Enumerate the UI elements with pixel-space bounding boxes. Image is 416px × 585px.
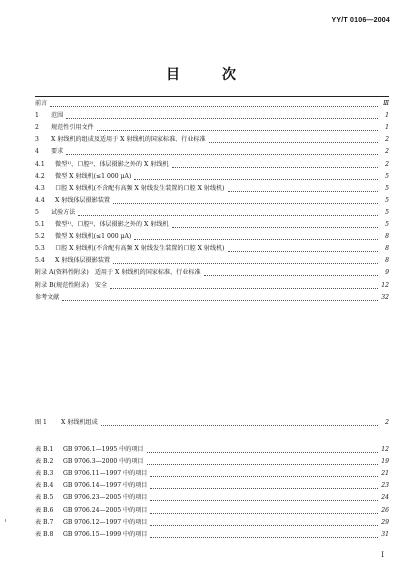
entry-title: GB 9706.1—1995 中的项目	[63, 446, 144, 453]
dot-leader	[228, 250, 378, 252]
entry-title: X 射线体层摄影装置	[55, 196, 111, 204]
entry-page: 23	[381, 482, 389, 490]
entry-number: 2	[35, 124, 39, 132]
dot-leader	[66, 153, 378, 155]
entry-page: 31	[381, 530, 389, 538]
dot-leader	[134, 178, 378, 180]
toc-entry[interactable]	[35, 293, 389, 303]
entry-page: Ⅲ	[383, 100, 389, 107]
dot-leader	[150, 524, 378, 526]
dot-leader	[97, 129, 378, 131]
entry-title: 前言	[35, 100, 48, 107]
entry-title: 微型¹⁾、口腔²⁾、体层摄影之外的 X 射线机	[55, 160, 169, 168]
toc-entry[interactable]	[35, 493, 389, 503]
entry-page: 29	[381, 518, 389, 526]
entry-page: 2	[385, 136, 389, 144]
toc-entry[interactable]	[35, 418, 389, 428]
entry-number: 表 B.1	[35, 446, 54, 453]
dot-leader	[150, 499, 378, 501]
entry-number: 4.3	[35, 184, 45, 192]
entry-number: 1	[35, 112, 39, 120]
entry-number: 表 B.8	[35, 530, 54, 538]
toc-entry[interactable]	[35, 256, 389, 266]
toc-entry[interactable]	[35, 506, 389, 516]
entry-title: 范围	[51, 112, 64, 120]
entry-number: 图 1	[35, 419, 47, 426]
entry-page: 5	[385, 208, 389, 216]
entry-title: X 射线机的组成及适用于 X 射线机的国家标准、行业标准	[51, 136, 206, 144]
entry-page: 5	[385, 196, 389, 204]
entry-title: 微型 X 射线机(≤1 000 μA)	[55, 233, 132, 241]
dot-leader	[110, 287, 378, 289]
entry-title: 口腔 X 射线机(不含配有高频 X 射线发生装置的口腔 X 射线机)	[55, 184, 225, 192]
entry-number: 4.2	[35, 172, 45, 180]
toc-entry[interactable]	[35, 135, 389, 145]
dot-leader	[147, 451, 378, 453]
toc-entry[interactable]	[35, 220, 389, 230]
dot-leader	[101, 424, 378, 426]
toc-entry[interactable]	[35, 123, 389, 133]
toc-entry[interactable]	[35, 268, 389, 278]
toc-entry[interactable]	[35, 160, 389, 170]
dot-leader	[150, 536, 378, 538]
toc-entry[interactable]	[35, 208, 389, 218]
entry-page: 5	[385, 172, 389, 180]
page-title: 目 次	[166, 67, 250, 83]
entry-page: 2	[385, 148, 389, 156]
toc-entry[interactable]	[35, 518, 389, 528]
entry-page: 12	[381, 281, 389, 289]
entry-page: 24	[381, 494, 389, 502]
entry-title: GB 9706.14—1997 中的项目	[63, 482, 148, 490]
dot-leader	[147, 463, 378, 465]
dot-leader	[228, 190, 378, 192]
entry-page: 12	[381, 446, 389, 453]
entry-number: 5.3	[35, 245, 45, 253]
toc-entry[interactable]	[35, 445, 389, 455]
toc-entry[interactable]	[35, 172, 389, 182]
entry-page: 1	[385, 124, 389, 132]
entry-page: 8	[385, 257, 389, 265]
dot-leader	[113, 202, 378, 204]
dot-leader	[204, 274, 378, 276]
entry-number: 表 B.4	[35, 482, 54, 490]
dot-leader	[150, 512, 378, 514]
entry-number: 5.4	[35, 257, 45, 265]
toc-entry[interactable]	[35, 147, 389, 157]
entry-title: 参考文献	[35, 293, 60, 301]
toc-entry[interactable]	[35, 469, 389, 479]
entry-page: 8	[385, 245, 389, 253]
entry-page: 2	[385, 419, 389, 426]
entry-title: GB 9706.12—1997 中的项目	[63, 518, 148, 526]
entry-title: 附录 A(资料性附录) 适用于 X 射线机的国家标准、行业标准	[35, 269, 201, 277]
entry-number: 表 B.2	[35, 458, 54, 466]
entry-title: 规范性引用文件	[51, 124, 94, 132]
toc-entry[interactable]	[35, 196, 389, 206]
entry-page: 26	[381, 506, 389, 514]
entry-title: X 射线机组成	[61, 419, 98, 426]
entry-title: X 射线体层摄影装置	[55, 257, 111, 265]
dot-leader	[172, 226, 378, 228]
entry-page: 8	[385, 233, 389, 241]
entry-page: 32	[381, 293, 389, 301]
entry-page: 21	[381, 470, 389, 478]
entry-number: 表 B.3	[35, 470, 54, 478]
entry-page: 19	[381, 458, 389, 466]
entry-page: 5	[385, 221, 389, 228]
dot-leader	[150, 487, 378, 489]
entry-title: 要求	[51, 148, 64, 156]
entry-number: 4.1	[35, 160, 45, 168]
toc-entry[interactable]	[35, 281, 389, 291]
entry-title: GB 9706.11—1997 中的项目	[63, 470, 148, 478]
entry-number: 4.4	[35, 196, 45, 204]
entry-title: GB 9706.24—2005 中的项目	[63, 506, 148, 514]
entry-title: GB 9706.15—1999 中的项目	[63, 530, 148, 538]
dot-leader	[209, 141, 378, 143]
entry-number: 4	[35, 148, 39, 156]
toc-entry[interactable]	[35, 530, 389, 540]
dot-leader	[134, 238, 378, 240]
entry-number: 3	[35, 136, 39, 144]
entry-title: 微型 X 射线机(≤1 000 μA)	[55, 172, 132, 180]
dot-leader	[50, 105, 378, 107]
entry-title: 附录 B(规范性附录) 安全	[35, 281, 108, 289]
toc-entry[interactable]	[35, 481, 389, 491]
dot-leader	[172, 166, 378, 168]
toc-entry[interactable]	[35, 457, 389, 467]
entry-page: 2	[385, 160, 389, 168]
entry-title: 口腔 X 射线机(不含配有高频 X 射线发生装置的口腔 X 射线机)	[55, 245, 225, 253]
toc-entry[interactable]	[35, 232, 389, 242]
entry-title: GB 9706.23—2005 中的项目	[63, 494, 148, 502]
dot-leader	[78, 214, 378, 216]
entry-number: 5	[35, 208, 39, 216]
entry-title: 微型¹⁾、口腔²⁾、体层摄影之外的 X 射线机	[55, 221, 169, 228]
top-rule	[35, 96, 389, 97]
entry-page: 1	[385, 112, 389, 120]
entry-number: 5.1	[35, 221, 45, 228]
dot-leader	[113, 262, 378, 264]
entry-title: 试验方法	[51, 208, 76, 216]
entry-number: 表 B.5	[35, 494, 54, 502]
standard-code: YY/T 0106—2004	[331, 17, 390, 24]
entry-page: 5	[385, 184, 389, 192]
entry-number: 5.2	[35, 233, 45, 241]
dot-leader	[150, 475, 378, 477]
scan-mark	[5, 519, 6, 522]
entry-page: 9	[385, 269, 389, 277]
entry-title: GB 9706.3—2000 中的项目	[63, 458, 144, 466]
entry-number: 表 B.7	[35, 518, 54, 526]
toc-entry[interactable]	[35, 244, 389, 254]
dot-leader	[62, 299, 378, 301]
toc-entry[interactable]	[35, 111, 389, 121]
entry-number: 表 B.6	[35, 506, 54, 514]
dot-leader	[66, 117, 378, 119]
page-number: I	[381, 551, 384, 559]
toc-entry[interactable]	[35, 99, 389, 109]
toc-entry[interactable]	[35, 184, 389, 194]
